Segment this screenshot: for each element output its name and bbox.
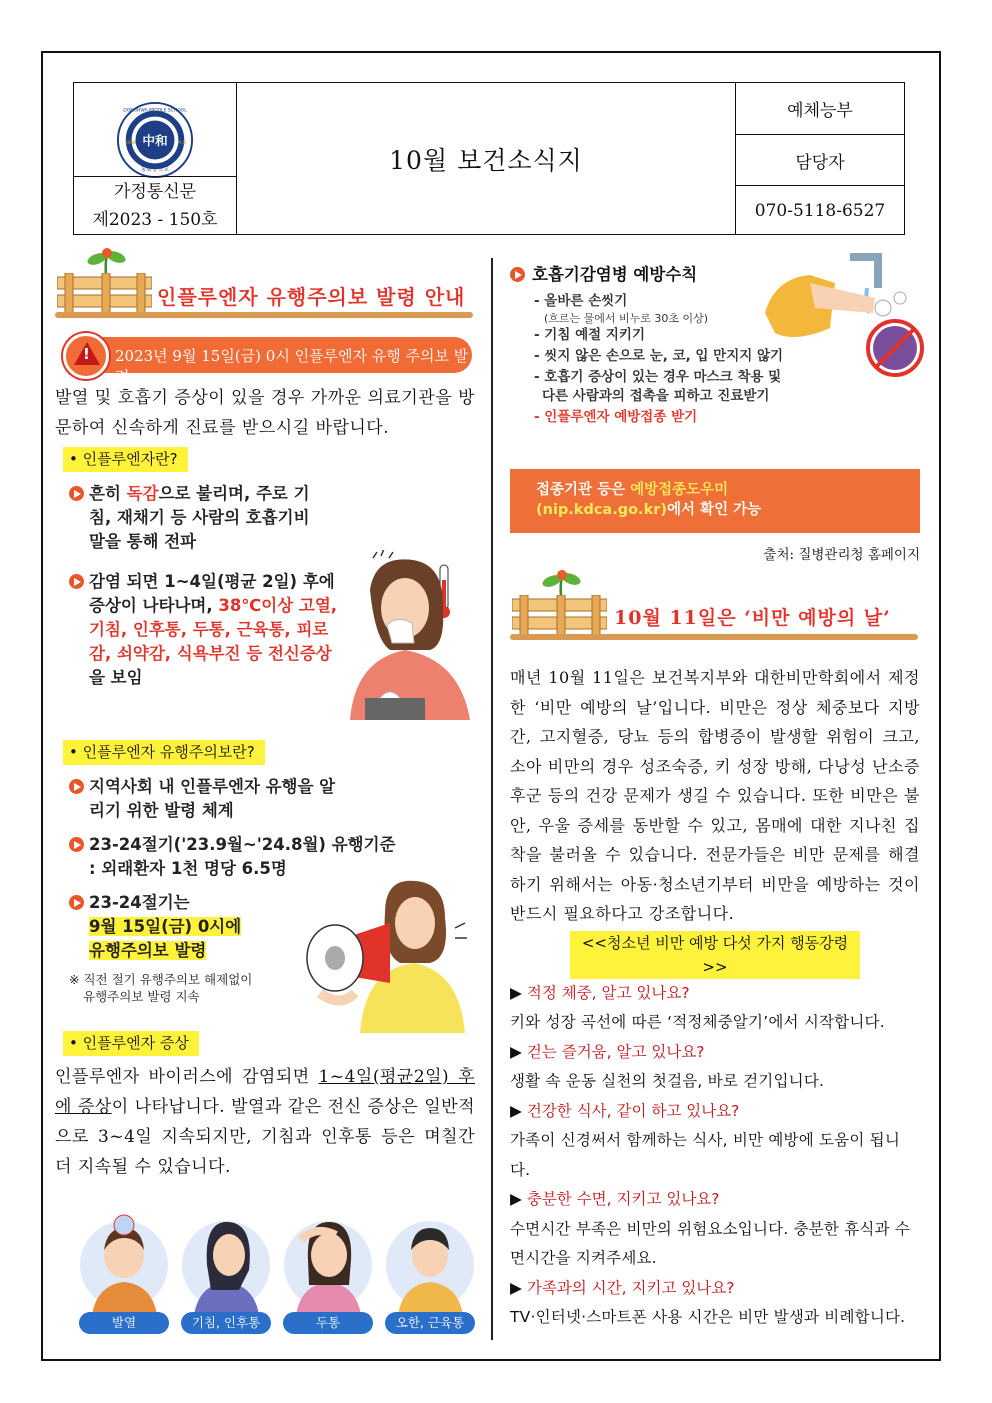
rules-list: - 올바른 손씻기 (흐르는 물에서 비누로 30초 이상) - 기침 예절 지키기 - 씻지 않은 손으로 눈, 코, 입 만지지 않기 - 호흡기 증상이 있는 경우 마스크 착용 및 다른 사람과의 접촉을 피하고 진료받기 - 인플루엔자 예방접종 받기 (534, 293, 784, 425)
alert-text: 2023년 9월 15일(금) 0시 인플루엔자 유행 주의보 발령 (115, 347, 469, 386)
symptom-cough (179, 1210, 274, 1338)
guide-answer: 수면시간 부족은 비만의 위험요소입니다. 충분한 휴식과 수면시간을 지켜주세요. (510, 1219, 911, 1267)
obesity-banner-title: 10월 11일은 ‘비만 예방의 날’ (614, 607, 891, 629)
flu-banner-title: 인플루엔자 유행주의보 발령 안내 (157, 285, 466, 309)
symptom-illustrations (55, 1210, 475, 1340)
header-table (73, 82, 905, 235)
flu-bullet-2: 감염 되면 1~4일(평균 2일) 후에 증상이 나타나며, 38℃이상 고열, 기침, 인후통, 두통, 근육통, 피로감, 쇠약감, 식욕부진 등 전신증상을 보임 (55, 570, 340, 690)
flu-heading: • 인플루엔자란? (63, 447, 188, 472)
chills-icon (383, 1210, 478, 1315)
banner-rail (510, 634, 918, 640)
publication-info (74, 176, 236, 234)
logo-cell (74, 83, 237, 234)
banner-rail (55, 312, 473, 318)
bullet-arrow-icon (69, 486, 84, 501)
symptom-label: 기침, 인후통 (181, 1312, 271, 1334)
right-column (510, 263, 920, 1333)
flu-banner (55, 243, 475, 325)
symptoms-heading: • 인플루엔자 증상 (63, 1031, 199, 1056)
megaphone-woman-illustration (290, 873, 475, 1033)
svg-text:A.D: A.D (178, 140, 187, 146)
guide-question: ▶ 충분한 수면, 지키고 있나요? (510, 1190, 720, 1208)
advisory-bullet-3: 23-24절기는 9월 15일(금) 0시에 유행주의보 발령 (55, 891, 475, 963)
guide-question: ▶ 적정 체중, 알고 있나요? (510, 983, 690, 1002)
svg-text:동화중학교: 동화중학교 (140, 167, 170, 174)
sprout-icon (536, 567, 586, 597)
phone-number: 070-5118-6527 (736, 185, 904, 236)
bullet-arrow-icon (69, 779, 84, 794)
bullet-arrow-icon (69, 895, 84, 910)
bullet-arrow-icon (510, 267, 525, 282)
vaccination-info-box: 접종기관 등은 예방접종도우미 (nip.kdca.go.kr)에서 확인 가능 (510, 469, 920, 533)
sprout-icon (81, 245, 131, 275)
respiratory-rules (510, 263, 920, 453)
guide-title: <<청소년 비만 예방 다섯 가지 행동강령>> (570, 931, 860, 979)
guide-question: ▶ 걷는 즐거움, 알고 있나요? (510, 1042, 705, 1061)
guide-answer: TV·인터넷·스마트폰 사용 시간은 비만 발생과 비례합니다. (510, 1308, 906, 1326)
guide-answer: 생활 속 운동 실천의 첫걸음, 바로 걷기입니다. (510, 1072, 825, 1090)
symptom-chills (383, 1210, 478, 1338)
guide-question: ▶ 건강한 식사, 같이 하고 있나요? (510, 1101, 740, 1120)
guide-answer: 키와 성장 곡선에 따른 ‘적정체중알기’에서 시작합니다. (510, 1013, 885, 1031)
svg-text:中和: 中和 (142, 132, 168, 148)
flu-intro: 발열 및 호흡기 증상이 있을 경우 가까운 의료기관을 방문하여 신속하게 진료를 받으시길 바랍니다. (55, 388, 475, 438)
bullet-arrow-icon (69, 574, 84, 589)
fever-icon (77, 1210, 172, 1315)
headache-icon (281, 1210, 376, 1315)
sick-woman-illustration (335, 550, 485, 720)
symptom-label: 두통 (283, 1312, 373, 1334)
advisory-note: ※ 직전 절기 유행주의보 해제없이 유행주의보 발령 지속 (69, 972, 253, 1004)
newsletter-label: 가정통신문 (113, 182, 197, 202)
newsletter-page (41, 51, 941, 1361)
fence-icon (512, 595, 607, 639)
left-column (55, 243, 475, 1340)
respiratory-title: 호흡기감염병 예방수칙 (510, 263, 920, 287)
contact-person: 담당자 (736, 134, 904, 185)
symptom-label: 발열 (79, 1312, 169, 1334)
fence-icon (57, 273, 152, 317)
column-divider (491, 258, 493, 1340)
alert-banner: ! 2023년 9월 15일(금) 0시 인플루엔자 유행 주의보 발령 (55, 333, 475, 375)
advisory-bullet-2: 23-24절기('23.9월~'24.8월) 유행기준 : 외래환자 1천 명당 6.5명 (55, 833, 405, 881)
obesity-body: 매년 10월 11일은 보건복지부와 대한비만학회에서 제정한 ‘비만 예방의 날’입니다. 비만은 정상 체중보다 지방간, 고지혈증, 당뇨 등의 합병증이 발생할 위험이 크고, 소아 비만의 경우 성조숙증, 키 성장 방해, 다낭성 난소증후군 등의 건강 문제가 생길 수 있습니다. 또한 비만은 불안, 우울 증세를 동반할 수 있고, 몸매에 대한 지나친 집착을 불러올 수 있습니다. 전문가들은 비만 문제를 해결하기 위해서는 아동·청소년기부터 비만을 예방하는 것이 반드시 필요하다고 강조합니다. (510, 668, 920, 923)
cough-icon (179, 1210, 274, 1315)
handwashing-illustration (755, 253, 925, 378)
bullet-arrow-icon (69, 837, 84, 852)
guide-answer: 가족이 신경써서 함께하는 식사, 비만 예방에 도움이 됩니다. (510, 1131, 900, 1179)
department: 예체능부 (787, 101, 853, 121)
symptom-label: 오한, 근육통 (385, 1312, 475, 1334)
advisory-heading: • 인플루엔자 유행주의보란? (63, 740, 265, 765)
svg-text:DONGHWA MIDDLE SCHOOL: DONGHWA MIDDLE SCHOOL (123, 108, 187, 114)
source-credit: 출처: 질병관리청 홈페이지 (763, 547, 920, 563)
issue-number: 제2023 - 150호 (92, 210, 218, 230)
guide-question: ▶ 가족과의 시간, 지키고 있나요? (510, 1278, 735, 1297)
obesity-banner (510, 565, 920, 647)
page-title: 10월 보건소식지 (389, 145, 583, 175)
contact-cell (735, 83, 904, 234)
flu-bullet-1: 흔히 독감으로 불리며, 주로 기침, 재채기 등 사람의 호흡기비말을 통해 전파 (55, 482, 315, 554)
symptom-headache (281, 1210, 376, 1338)
symptom-fever (77, 1210, 172, 1338)
symptoms-text: 인플루엔자 바이러스에 감염되면 1~4일(평균2일) 후에 증상이 나타납니다. 발열과 같은 전신 증상은 일반적으로 3~4일 지속되지만, 기침과 인후통 등은 며칠간 더 지속될 수 있습니다. (55, 1067, 475, 1177)
school-logo (116, 101, 194, 179)
guide-list (510, 979, 920, 1333)
svg-text:1948: 1948 (124, 140, 136, 146)
advisory-bullet-1: 지역사회 내 인플루엔자 유행을 알리기 위한 발령 체계 (55, 775, 345, 823)
